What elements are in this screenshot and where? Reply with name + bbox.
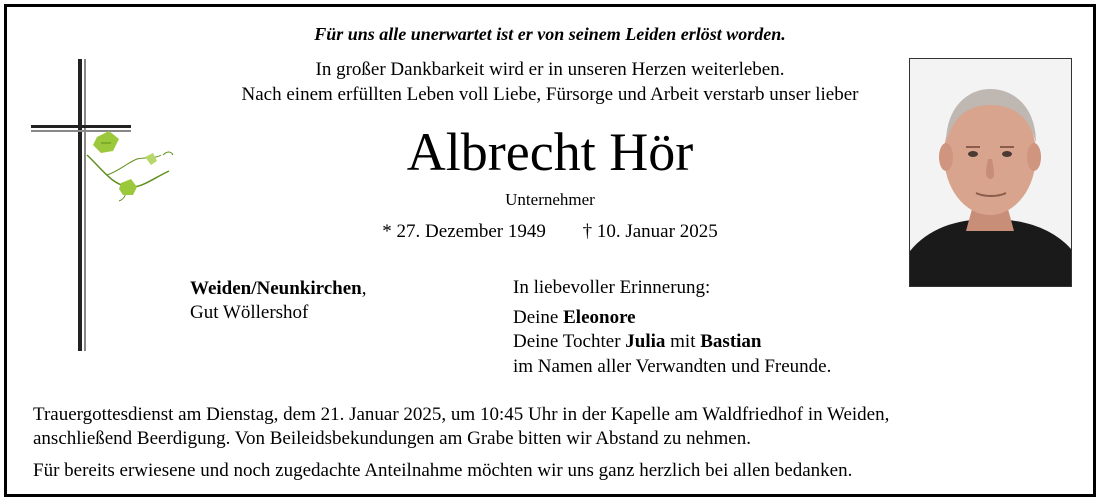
intro-line-1: In großer Dankbarkeit wird er in unseren Herzen weiterleben. [315,59,785,80]
mourner-line-3: im Namen aller Verwandten und Freunde. [513,356,832,377]
place-city [190,278,366,300]
mourner-bastian: Bastian [700,331,762,352]
cross-with-vine-icon [27,59,177,359]
deceased-name: Albrecht Hör [406,122,694,182]
intro-line-2: Nach einem erfüllten Leben voll Liebe, Fürsorge und Arbeit verstarb unser lieber [241,84,859,105]
place-city-name: Weiden/Neunkirchen [190,278,362,299]
mourner-eleonore: Eleonore [563,307,636,328]
mourner-line-1 [513,307,636,329]
obituary-frame [4,4,1096,497]
place-estate: Gut Wöllershof [190,302,309,323]
mourner-line-2-prefix: Deine Tochter [513,331,626,352]
thanks-note: Für bereits erwiesene und noch zugedachte Anteilnahme möchten wir uns ganz herzlich bei allen bedanken. [33,460,853,481]
service-info-line-1: Trauergottesdienst am Dienstag, dem 21. Januar 2025, um 10:45 Uhr in der Kapelle am Waldfriedhof in Weiden, [33,404,890,425]
mourner-line-1-prefix: Deine [513,307,564,328]
deceased-profession: Unternehmer [505,190,595,209]
mourner-line-2 [513,331,762,353]
mourner-julia: Julia [625,331,666,352]
death-date: † 10. Januar 2025 [582,221,718,242]
service-info-line-2: anschließend Beerdigung. Von Beileidsbekundungen am Grabe bitten wir Abstand zu nehmen. [33,428,751,449]
headline: Für uns alle unerwartet ist er von seinem Leiden erlöst worden. [314,24,786,44]
place-city-comma: , [361,278,367,299]
mourner-line-2-mid: mit [665,331,701,352]
portrait-illustration [910,59,1071,286]
birth-date: * 27. Dezember 1949 [382,221,546,242]
mourners-heading: In liebevoller Erinnerung: [513,277,711,298]
portrait-photo [909,58,1072,287]
